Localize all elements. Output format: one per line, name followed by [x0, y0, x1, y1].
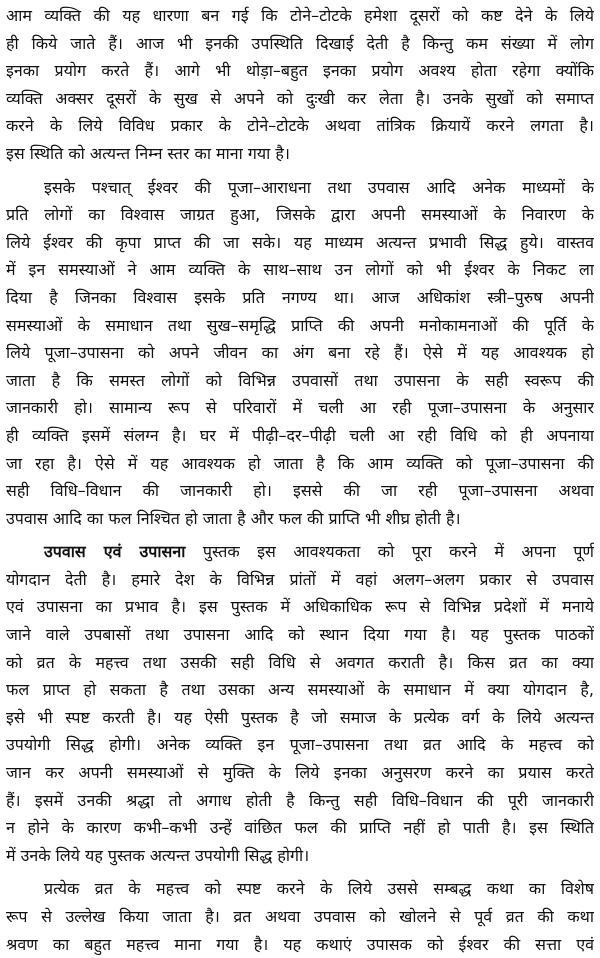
text-line: जाता है कि समस्त लोगों को विभिन्न उपवासों तथा उपासना के सही स्वरूप की — [6, 370, 594, 390]
text-line: इनका प्रयोग करते हैं। आगे भी थोड़ा–बहुत इनका प्रयोग अवश्य होता रहेगा क्योंकि — [6, 61, 594, 81]
text-fragment: पुस्तक इस आवश्यकता को पूरा करने में अपना पूर्ण — [185, 542, 594, 562]
text-line: को व्रत के महत्त्व तथा उसकी सही विधि से अवगत कराती है। किस व्रत का क्या — [6, 652, 594, 672]
text-line: करने के लिये विविध प्रकार के टोने–टोटके अथवा तांत्रिक क्रियायें करने लगता है। — [6, 116, 594, 136]
text-line: फल प्राप्त हो सकता है तथा उसका अन्य समस्याओं के समाधान में क्या योगदान है, — [6, 680, 594, 700]
text-line: सही विधि–विधान की जानकारी हो। इससे की जा रही पूजा–उपासना अथवा — [6, 481, 594, 501]
text-line: लिये पूजा–उपासना को अपने जीवन का अंग बना रहे हैं। ऐसे में यह आवश्यक हो — [6, 343, 594, 363]
text-line: आम व्यक्ति की यह धारणा बन गई कि टोने–टोटके हमेशा दूसरों को कष्ट देने के लिये — [6, 6, 594, 25]
text-line: समस्याओं के समाधान तथा सुख–समृद्धि प्राप्ति की अपनी मनोकामनाओं की पूर्ति के — [6, 315, 594, 335]
text-line: योगदान देती है। हमारे देश के विभिन्न प्रांतों में वहां अलग–अलग प्रकार से उपवास — [6, 569, 594, 589]
book-title-bold: उपवास एवं उपासना — [44, 542, 186, 562]
text-line: इस स्थिति को अत्यन्त निम्न स्तर का माना गया है। — [6, 143, 290, 163]
text-line: जान कर अपनी समस्याओं से मुक्ति के लिये इनका अनुसरण करने का प्रयास करते — [6, 763, 594, 783]
paragraph-2 — [6, 174, 594, 533]
paragraph-4 — [6, 875, 594, 958]
text-line: इसके पश्चात् ईश्वर की पूजा–आराधना तथा उपवास आदि अनेक माध्यमों के — [44, 177, 594, 197]
paragraph-3 — [6, 538, 594, 869]
text-line — [6, 538, 594, 566]
text-line: इसे भी स्पष्ट करती है। यह ऐसी पुस्तक है जो समाज के प्रत्येक वर्ग के लिये अत्यन्त — [6, 707, 594, 727]
text-line: उपवास आदि का फल निश्चित हो जाता है और फल की प्राप्ति भी शीघ्र होती है। — [6, 508, 461, 528]
text-line: व्यक्ति अक्सर दूसरों के सुख से अपने को दुःखी कर लेता है। उनके सुखों को समाप्त — [6, 88, 594, 108]
text-line: जानकारी हो। सामान्य रूप से परिवारों में चली आ रही पूजा–उपासना के अनुसार — [6, 398, 594, 418]
text-line: श्रवण का बहुत महत्त्व माना गया है। यह कथाएं उपासक को ईश्वर की सत्ता एवं — [6, 934, 594, 954]
text-line: में उनके लिये यह पुस्तक अत्यन्त उपयोगी सिद्ध होगी। — [6, 845, 310, 865]
paragraph-1 — [6, 2, 594, 168]
text-line: न होने के कारण कभी–कभी उन्हें वांछित फल की प्राप्ति नहीं हो पाती है। इस स्थिति — [6, 818, 594, 838]
text-line: ही किये जाते हैं। आज भी इनकी उपस्थिति दिखाई देती है किन्तु कम संख्या में लोग — [6, 33, 594, 53]
text-line: उपयोगी सिद्ध होगी। अनेक व्यक्ति इन पूजा–उपासना तथा व्रत आदि के महत्त्व को — [6, 735, 594, 755]
text-line: हैं। इसमें उनकी श्रद्धा तो अगाध होती है किन्तु सही विधि–विधान की पूरी जानकारी — [6, 790, 594, 810]
text-line: प्रत्येक व्रत के महत्त्व को स्पष्ट करने के लिये उससे सम्बद्ध कथा का विशेष — [44, 879, 594, 899]
text-line: में इन समस्याओं ने आम व्यक्ति के साथ–साथ उन लोगों को भी ईश्वर के निकट ला — [6, 260, 594, 280]
text-line: दिया है जिनका विश्वास इसके प्रति नगण्य था। आज अधिकांश स्त्री–पुरुष अपनी — [6, 287, 594, 307]
text-line: लिये ईश्वर की कृपा प्राप्त की जा सके। यह माध्यम अत्यन्त प्रभावी सिद्ध हुये। वास्तव — [6, 232, 594, 252]
text-line: जा रहा है। ऐसे में यह आवश्यक हो जाता है कि आम व्यक्ति को पूजा–उपासना की — [6, 453, 594, 473]
text-line: प्रति लोगों का विश्वास जाग्रत हुआ, जिसके द्वारा अपनी समस्याओं के निवारण के — [6, 205, 594, 225]
text-line: रूप से उल्लेख किया जाता है। व्रत अथवा उपवास को खोलने से पूर्व व्रत की कथा — [6, 907, 594, 926]
text-line: एवं उपासना का प्रभाव है। इस पुस्तक में अधिकाधिक रूप से विभिन्न प्रदेशों में मनाये — [6, 597, 594, 617]
text-line: ही व्यक्ति इसमें संलग्न है। घर में पीढ़ी–दर–पीढ़ी चली आ रही विधि को ही अपनाया — [6, 425, 594, 445]
text-line: जाने वाले उपबासों तथा उपासना आदि को स्थान दिया गया है। यह पुस्तक पाठकों — [6, 625, 594, 645]
